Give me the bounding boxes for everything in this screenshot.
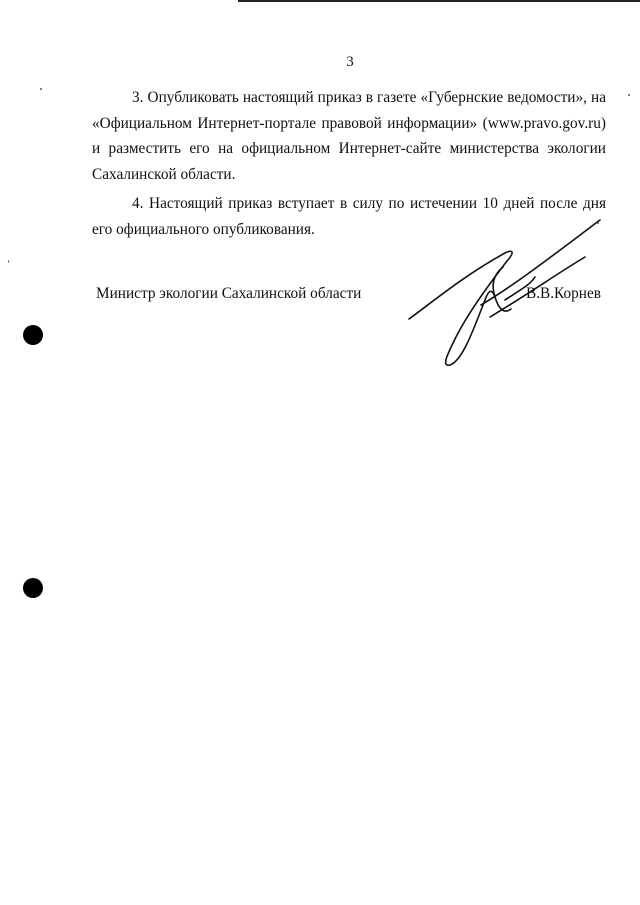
page-number: 3 (346, 54, 354, 70)
signatory-title: Министр экологии Сахалинской области (96, 285, 362, 302)
punch-hole (23, 325, 43, 345)
paragraph-effective-date: 4. Настоящий приказ вступает в силу по истечении 10 дней после дня его официального опубликования. (92, 195, 606, 238)
punch-hole (23, 578, 43, 598)
scan-edge-line (238, 0, 640, 2)
scan-speck (628, 94, 630, 96)
signatory-name: В.В.Корнев (526, 285, 601, 302)
scan-speck (8, 260, 9, 263)
scan-speck (597, 222, 599, 224)
paragraph-publication-order: 3. Опубликовать настоящий приказ в газете «Губернские ведомости», на «Официальном Интернет-портале правовой информации» (www.pravo.gov.ru) и разместить его на официальном Интернет-сайте министерства экологии Сахалинской области. (92, 89, 606, 183)
scan-speck (40, 88, 42, 90)
